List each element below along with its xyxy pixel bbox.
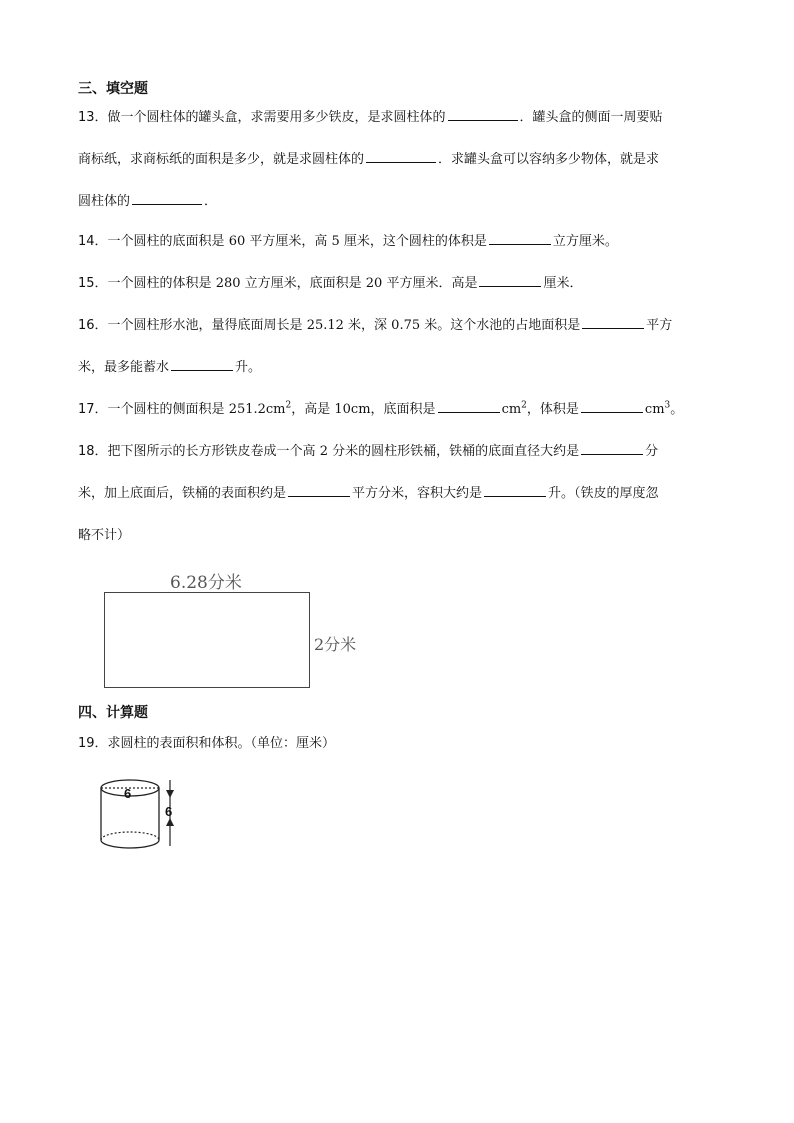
question-15: 15．一个圆柱的体积是 280 立方厘米，底面积是 20 平方厘米．高是 厘米． [78, 276, 583, 291]
question-18-line-2: 米，加上底面后，铁桶的表面积约是 平方分米，容积大约是 升。（铁皮的厚度忽 [78, 486, 659, 501]
answer-blank[interactable] [288, 484, 350, 497]
question-16-line-1: 16．一个圆柱形水池，量得底面周长是 25.12 米，深 0.75 米。这个水池的占地面积是 平方 [78, 318, 673, 333]
question-16-line-2: 米，最多能蓄水 升。 [78, 360, 262, 375]
question-18-line-1: 18．把下图所示的长方形铁皮卷成一个高 2 分米的圆柱形铁桶，铁桶的底面直径大约是 分 [78, 444, 659, 459]
answer-blank[interactable] [479, 274, 541, 287]
diameter-label: 6 [124, 786, 132, 801]
cylinder-bottom-front [101, 840, 159, 848]
height-arrow-up [166, 818, 174, 826]
answer-blank[interactable] [489, 232, 551, 245]
answer-blank[interactable] [484, 484, 546, 497]
answer-blank[interactable] [582, 316, 644, 329]
answer-blank[interactable] [581, 400, 643, 413]
question-13-line-1: 13．做一个圆柱体的罐头盒，求需要用多少铁皮，是求圆柱体的 ．罐头盒的侧面一周要贴 [78, 110, 663, 125]
section-4-title: 四、计算题 [78, 705, 148, 721]
rectangle-shape [104, 592, 310, 688]
cylinder-figure [96, 776, 186, 856]
height-label: 6 [165, 804, 173, 819]
height-arrow-down [166, 790, 174, 798]
rectangle-sheet-figure [104, 566, 374, 688]
rectangle-width-label: 6.28分米 [170, 573, 242, 593]
answer-blank[interactable] [438, 400, 500, 413]
answer-blank[interactable] [448, 108, 518, 121]
rectangle-height-label: 2分米 [314, 635, 357, 654]
answer-blank[interactable] [581, 442, 643, 455]
question-14: 14．一个圆柱的底面积是 60 平方厘米，高 5 厘米，这个圆柱的体积是 立方厘米。 [78, 234, 618, 249]
answer-blank[interactable] [132, 192, 202, 205]
question-18-line-3: 略不计） [78, 528, 131, 543]
question-13-line-2: 商标纸，求商标纸的面积是多少，就是求圆柱体的 ．求罐头盒可以容纳多少物体，就是求 [78, 152, 660, 167]
question-17: 17．一个圆柱的侧面积是 $251.2cm^2$，高是 10cm，底面积是 $cm^2$，体积是 $cm^3$。 [78, 400, 684, 417]
answer-blank[interactable] [366, 150, 436, 163]
question-19: 19．求圆柱的表面积和体积。（单位：厘米） [78, 736, 336, 751]
cylinder-bottom-back [101, 832, 159, 840]
cylinder-drawing [96, 776, 186, 856]
section-3-title: 三、填空题 [78, 81, 148, 97]
question-13-line-3: 圆柱体的 ． [78, 194, 218, 209]
answer-blank[interactable] [171, 358, 233, 371]
